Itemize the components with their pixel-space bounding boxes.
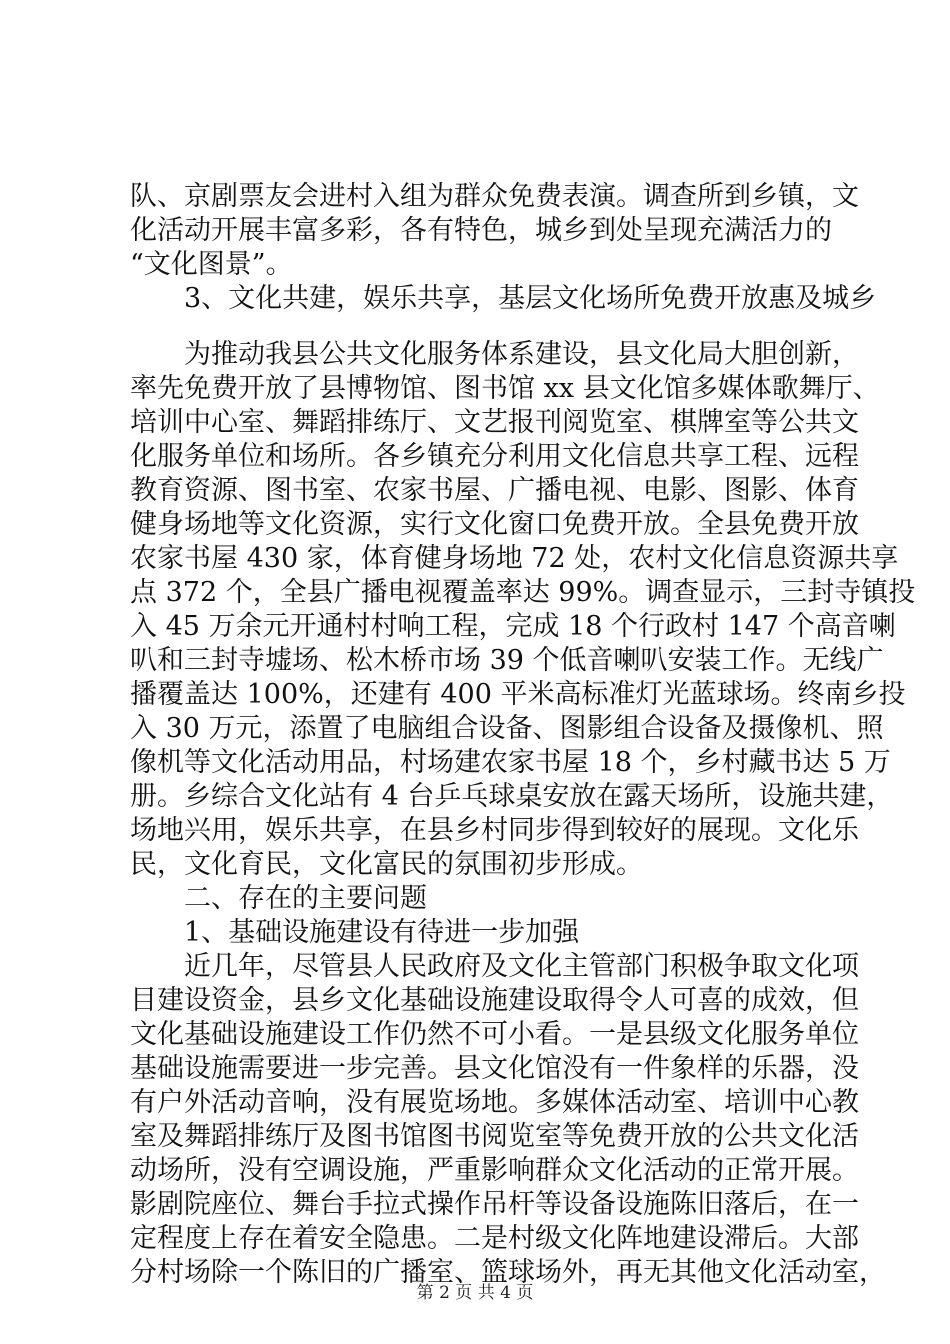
text-line: 近几年，尽管县人民政府及文化主管部门积极争取文化项 [130, 951, 859, 982]
document-body [130, 180, 916, 1290]
text-line: 教育资源、图书室、农家书屋、广播电视、电影、图影、体育 [130, 475, 859, 506]
text-line: 队、京剧票友会进村入组为群众免费表演。调查所到乡镇，文 [130, 181, 859, 212]
text-line: 培训中心室、舞蹈排练厅、文艺报刊阅览室、棋牌室等公共文 [130, 407, 859, 438]
text-line: 室及舞蹈排练厅及图书馆图书阅览室等免费开放的公共文化活 [130, 1121, 859, 1152]
text-line: 目建设资金，县乡文化基础设施建设取得令人可喜的成效，但 [130, 985, 859, 1016]
text-line: 化服务单位和场所。各乡镇充分利用文化信息共享工程、远程 [130, 441, 859, 472]
text-line: 场地兴用，娱乐共享，在县乡村同步得到较好的展现。文化乐 [130, 815, 859, 846]
text-line: 点 372 个，全县广播电视覆盖率达 99%。调查显示，三封寺镇投 [130, 577, 916, 608]
text-line: 为推动我县公共文化服务体系建设，县文化局大胆创新， [130, 339, 859, 370]
text-line: 定程度上存在着安全隐患。二是村级文化阵地建设滞后。大部 [130, 1223, 859, 1254]
text-line: 入 45 万余元开通村村响工程，完成 18 个行政村 147 个高音喇 [130, 611, 896, 642]
text-line: 3、文化共建，娱乐共享，基层文化场所免费开放惠及城乡 [130, 283, 877, 314]
text-line: 率先免费开放了县博物馆、图书馆 xx 县文化馆多媒体歌舞厅、 [130, 373, 880, 404]
page-footer: 第 2 页 共 4 页 [416, 1283, 534, 1303]
text-line: 像机等文化活动用品，村场建农家书屋 18 个，乡村藏书达 5 万 [130, 747, 891, 778]
text-line: 有户外活动音响，没有展览场地。多媒体活动室、培训中心教 [130, 1087, 859, 1118]
text-line: 分村场除一个陈旧的广播室、篮球场外，再无其他文化活动室， [130, 1257, 886, 1288]
text-line: 文化基础设施建设工作仍然不可小看。一是县级文化服务单位 [130, 1019, 859, 1050]
text-line: 叭和三封寺墟场、松木桥市场 39 个低音喇叭安装工作。无线广 [130, 645, 884, 676]
text-line: 民，文化育民，文化富民的氛围初步形成。 [130, 849, 643, 880]
text-line: 播覆盖达 100%，还建有 400 平米高标准灯光蓝球场。终南乡投 [130, 679, 906, 710]
text-line: 化活动开展丰富多彩，各有特色，城乡到处呈现充满活力的 [130, 215, 832, 246]
paragraph-gap [130, 316, 830, 338]
text-line: 二、存在的主要问题 [130, 883, 427, 914]
text-line: 册。乡综合文化站有 4 台乒乓球桌安放在露天场所，设施共建， [130, 781, 894, 812]
text-line: 农家书屋 430 家，体育健身场地 72 处，农村文化信息资源共享 [130, 543, 899, 574]
text-line: “文化图景”。 [130, 249, 293, 280]
text-line: 影剧院座位、舞台手拉式操作吊杆等设备设施陈旧落后，在一 [130, 1189, 859, 1220]
text-line: 1、基础设施建设有待进一步加强 [130, 917, 580, 948]
text-line: 入 30 万元，添置了电脑组合设备、图影组合设备及摄像机、照 [130, 713, 884, 744]
text-line: 动场所，没有空调设施，严重影响群众文化活动的正常开展。 [130, 1155, 859, 1186]
text-line: 基础设施需要进一步完善。县文化馆没有一件象样的乐器，没 [130, 1053, 859, 1084]
text-line: 健身场地等文化资源，实行文化窗口免费开放。全县免费开放 [130, 509, 859, 540]
